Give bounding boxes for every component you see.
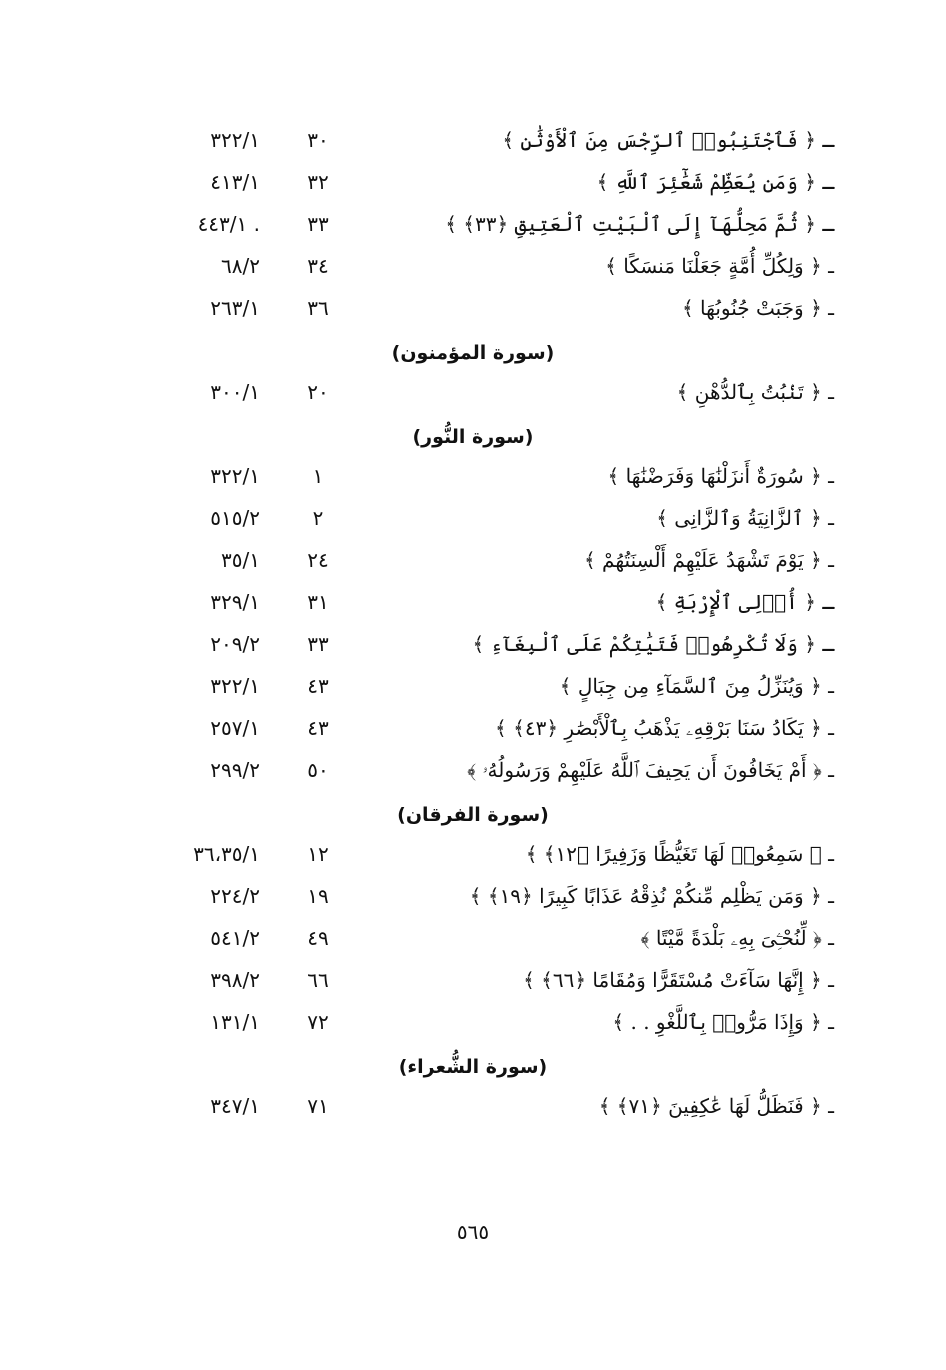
verse-text: ـ ﴿ ٱلزَّانِيَةُ وَٱلزَّانِى ﴾ xyxy=(656,506,834,530)
ayah-number: ٢٤ xyxy=(307,548,329,572)
ayah-number: ٢ xyxy=(312,506,324,530)
ayah-number: ٦٦ xyxy=(307,968,329,992)
surah-title: (سورة المؤمنون) xyxy=(391,342,555,364)
index-row xyxy=(0,164,946,206)
verse-text: ـ ﴿ ثُمَّ مَحِلُّهَآ إِلَى ٱلْبَيْتِ ٱلْعَتِيقِ ﴿٣٣﴾ ﴾ xyxy=(445,212,834,236)
verse-text: ـ ﴿ وَإِذَا مَرُّوا۟ بِٱللَّغْوِ . . ﴾ xyxy=(612,1010,834,1034)
ayah-number: ١٢ xyxy=(307,842,329,866)
index-row xyxy=(0,836,946,878)
index-row xyxy=(0,500,946,542)
ayah-number: ٥٠ xyxy=(307,758,329,782)
surah-heading xyxy=(0,416,946,458)
verse-text: ـ ﴿ فَنَظَلُّ لَهَا عَٰكِفِينَ ﴿٧١﴾ ﴾ xyxy=(598,1094,834,1118)
verse-text: ـ ﴿ يَكَادُ سَنَا بَرْقِهِۦ يَذْهَبُ بِٱلْأَبْصَٰرِ ﴿٤٣﴾ ﴾ xyxy=(495,716,834,740)
page-reference: ٦٨/٢ xyxy=(221,254,260,278)
page-reference: ٢٥٧/١ xyxy=(210,716,260,740)
page-number: ٥٦٥ xyxy=(456,1220,490,1244)
page-reference: ٣٤٧/١ xyxy=(210,1094,260,1118)
verse-text: ـ ﴿ وَلِكُلِّ أُمَّةٍ جَعَلْنَا مَنسَكًا ﴾ xyxy=(605,254,834,278)
verse-text: ـ ﴿ أَمْ يَخَافُونَ أَن يَحِيفَ ٱللَّهُ عَلَيْهِمْ وَرَسُولُهُۥ ﴾ xyxy=(467,758,834,782)
ayah-number: ٤٣ xyxy=(307,674,329,698)
verse-text: ـ ﴿ سَمِعُوا۟ لَهَا تَغَيُّظًا وَزَفِيرًا ﴿١٢﴾ ﴾ xyxy=(525,842,834,866)
surah-title: (سورة الشُّعراء) xyxy=(398,1056,548,1078)
index-row xyxy=(0,122,946,164)
index-row xyxy=(0,290,946,332)
verse-text: ـ ﴿ وَمَن يَظْلِم مِّنكُمْ نُذِقْهُ عَذَابًا كَبِيرًا ﴿١٩﴾ ﴾ xyxy=(469,884,834,908)
page-reference: ٤٤٣/١ . xyxy=(197,212,260,236)
verse-text: ـ ﴿ وَيُنَزِّلُ مِنَ ٱلسَّمَآءِ مِن جِبَالٍ ﴾ xyxy=(559,674,834,698)
page-reference: ٢٠٩/٢ xyxy=(210,632,260,656)
index-row xyxy=(0,626,946,668)
index-row xyxy=(0,710,946,752)
ayah-number: ٣٣ xyxy=(307,632,329,656)
index-row xyxy=(0,374,946,416)
page-reference: ١٣١/١ xyxy=(210,1010,260,1034)
page-reference: ٢٢٤/٢ xyxy=(210,884,260,908)
surah-title: (سورة الفرقان) xyxy=(397,804,549,826)
ayah-number: ٧١ xyxy=(307,1094,329,1118)
ayah-number: ٣٦ xyxy=(307,296,329,320)
index-row xyxy=(0,878,946,920)
index-row xyxy=(0,962,946,1004)
ayah-number: ٣٣ xyxy=(307,212,329,236)
verse-text: ـ ﴿ وَجَبَتْ جُنُوبُهَا ﴾ xyxy=(681,296,834,320)
verse-text: ـ ﴿ يَوْمَ تَشْهَدُ عَلَيْهِمْ أَلْسِنَتُهُمْ ﴾ xyxy=(583,548,834,572)
verse-text: ـ ﴿ إِنَّهَا سَآءَتْ مُسْتَقَرًّا وَمُقَامًا ﴿٦٦﴾ ﴾ xyxy=(523,968,834,992)
index-row xyxy=(0,458,946,500)
verse-text: ـ ﴿ وَمَن يُعَظِّمْ شَعَٰٓئِرَ ٱللَّهِ ﴾ xyxy=(596,170,834,194)
page-reference: ٢٦٣/١ xyxy=(210,296,260,320)
index-row xyxy=(0,584,946,626)
page-reference: ٣٢٢/١ xyxy=(210,128,260,152)
verse-text: ـ ﴿ تَنۢبُتُ بِٱلدُّهْنِ ﴾ xyxy=(676,380,834,404)
surah-title: (سورة النُّور) xyxy=(412,426,534,448)
surah-heading xyxy=(0,332,946,374)
surah-heading xyxy=(0,794,946,836)
ayah-number: ٣١ xyxy=(307,590,329,614)
index-row xyxy=(0,1088,946,1130)
ayah-number: ٢٠ xyxy=(307,380,329,404)
verse-text: ـ ﴿ لِّنُحْـِۧىَ بِهِۦ بَلْدَةً مَّيْتًا ﴾ xyxy=(640,926,834,950)
page-reference: ٤١٣/١ xyxy=(210,170,260,194)
ayah-number: ٤٩ xyxy=(307,926,329,950)
index-row xyxy=(0,752,946,794)
index-row xyxy=(0,668,946,710)
page-reference: ٣٢٢/١ xyxy=(210,674,260,698)
page-reference: ٢٩٩/٢ xyxy=(210,758,260,782)
page-reference: ٥٤١/٢ xyxy=(210,926,260,950)
ayah-number: ١٩ xyxy=(307,884,329,908)
page-reference: ٣٩٨/٢ xyxy=(210,968,260,992)
page-reference: ٣٦،٣٥/١ xyxy=(193,842,260,866)
index-row xyxy=(0,1004,946,1046)
ayah-number: ٧٢ xyxy=(307,1010,329,1034)
index-row xyxy=(0,920,946,962)
ayah-number: ٣٢ xyxy=(307,170,329,194)
index-row xyxy=(0,248,946,290)
ayah-number: ٣٤ xyxy=(307,254,329,278)
ayah-number: ٣٠ xyxy=(307,128,329,152)
verse-text: ـ ﴿ سُورَةٌ أَنزَلْنَٰهَا وَفَرَضْنَٰهَا ﴾ xyxy=(607,464,834,488)
ayah-number: ٤٣ xyxy=(307,716,329,740)
ayah-number: ١ xyxy=(312,464,324,488)
verse-index-list xyxy=(0,122,946,1130)
page-reference: ٣٥/١ xyxy=(221,548,260,572)
index-row xyxy=(0,206,946,248)
page-reference: ٣٠٠/١ xyxy=(210,380,260,404)
verse-text: ـ ﴿ وَلَا تُكْرِهُوا۟ فَتَيَٰتِكُمْ عَلَى ٱلْبِغَآءِ ﴾ xyxy=(472,632,834,656)
index-row xyxy=(0,542,946,584)
page-reference: ٥١٥/٢ xyxy=(210,506,260,530)
page-reference: ٣٢٩/١ xyxy=(210,590,260,614)
verse-text: ـ ﴿ أُو۟لِى ٱلْإِرْبَةِ ﴾ xyxy=(655,590,834,614)
surah-heading xyxy=(0,1046,946,1088)
page-reference: ٣٢٢/١ xyxy=(210,464,260,488)
verse-text: ـ ﴿ فَٱجْتَنِبُوا۟ ٱلرِّجْسَ مِنَ ٱلْأَوْثَٰنِ ﴾ xyxy=(502,128,834,152)
